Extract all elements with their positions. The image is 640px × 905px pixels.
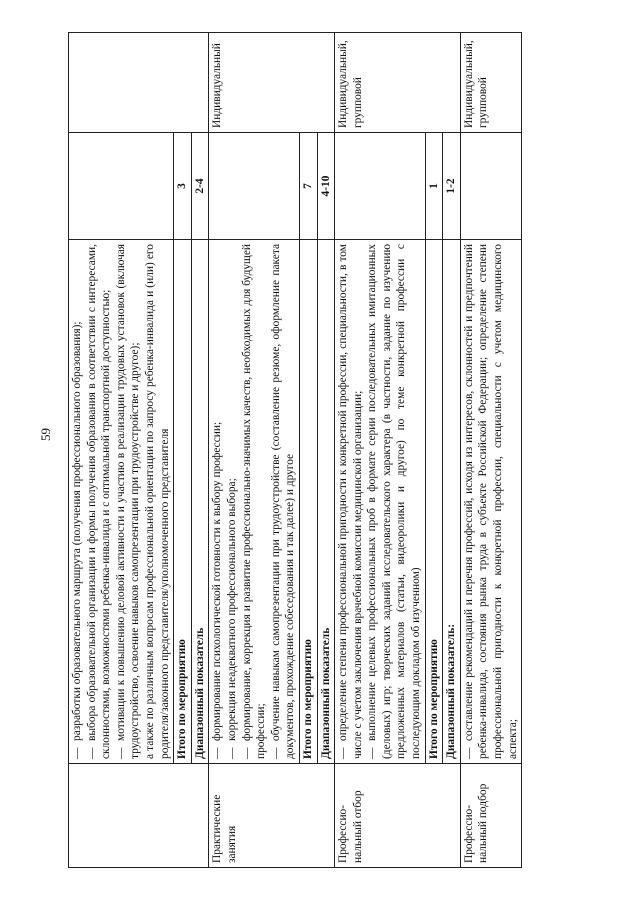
list-item: —выбора образовательной организации и формы получения образования в соответствии с интересами, склонностями, возможностями ребенка-инвалида и с оптимальной транспортной доступностью; [85, 244, 113, 759]
total-row [174, 33, 192, 868]
list-item: а также по различным вопросам профессиональной ориентации по запросу ребенка-инвалида и (или) его родителя/законного представителя/уполномоченного представителя [143, 244, 171, 759]
section-row-practical [209, 33, 300, 868]
form-cell: Индивидуальный [209, 33, 335, 133]
rotated-table-wrapper [68, 33, 518, 868]
amount-cell [69, 133, 174, 240]
range-value: 4-10 [317, 133, 335, 240]
form-cell [69, 33, 209, 133]
form-cell: Индивидуальный, групповой [335, 33, 461, 133]
total-label: Итого по мероприятию [174, 240, 192, 764]
section-row-selection [335, 33, 426, 868]
list-item: —обучение навыкам самопрезентации при трудоустройстве (составление резюме, оформление пакета документов, прохождение собеседования и так далее) и другое [269, 244, 297, 759]
total-row [425, 33, 443, 868]
form-cell: Индивидуальный, групповой [460, 33, 521, 133]
total-value: 1 [425, 133, 443, 240]
list-item: —коррекция неадекватного профессионального выбора; [225, 478, 238, 759]
list-item: —формирование, коррекция и развитие профессионально-значимых качеств, необходимых для будущей профессии; [240, 244, 268, 759]
range-row [191, 33, 209, 868]
amount-cell [335, 133, 426, 240]
amount-cell [209, 133, 300, 240]
section-title [69, 764, 209, 868]
range-row [317, 33, 335, 868]
list-item: —мотивации к повышению деловой активности и участию в реализации трудовых установок (включая трудоустройство, освоение навыков самопрезентации при трудоустройстве и другое); [114, 244, 142, 759]
total-label: Итого по мероприятию [299, 240, 317, 764]
list-item: —составление рекомендаций и перечня профессий, исходя из интересов, склонностей и предпочтений ребенка-инвалида, состояния рынка труда в субъекте Российской Федерации; определение степени профессиональной пригодности к конкретной профессии, специальности с учетом медицинского аспекта; [462, 244, 519, 759]
total-label: Итого по мероприятию [425, 240, 443, 764]
range-label: Диапазонный показатель [191, 240, 209, 764]
list-item: —разработки образовательного маршрута (получения профессионального образования); [71, 321, 83, 759]
total-value: 7 [299, 133, 317, 240]
amount-cell [460, 133, 521, 240]
list-item: —определение степени профессиональной пригодности к конкретной профессии, специальности, в том числе с учетом заключения врачебной комиссии медицинской организации; [337, 244, 364, 759]
list-item: —формирование психологической готовности к выбору профессии; [211, 421, 224, 759]
section-content [69, 240, 174, 764]
section-content [209, 240, 300, 764]
range-value: 2-4 [191, 133, 209, 240]
section-content [335, 240, 426, 764]
range-label: Диапазонный показатель: [443, 240, 461, 764]
section-title: Практические занятия [209, 764, 335, 868]
section-row-consultation [69, 33, 174, 868]
page-number: 59 [38, 428, 53, 441]
range-value: 1-2 [443, 133, 461, 240]
list-item: —выполнение целевых профессиональных проб в формате серии последовательных имитационных (деловых) игр; творческих заданий исследовательского характера (в частности, задание по изучению предложенных материалов (статьи, видеоролики и другое) по теме конкретной профессии с последующим докладом об изученном) [366, 244, 423, 759]
section-content [460, 240, 521, 764]
section-title: Профессиональный отбор [335, 764, 461, 868]
total-row [299, 33, 317, 868]
services-table [68, 32, 522, 868]
section-row-matching [460, 33, 521, 868]
section-title: Профессиональный подбор [460, 764, 521, 868]
total-value: 3 [174, 133, 192, 240]
range-label: Диапазонный показатель [317, 240, 335, 764]
range-row [443, 33, 461, 868]
